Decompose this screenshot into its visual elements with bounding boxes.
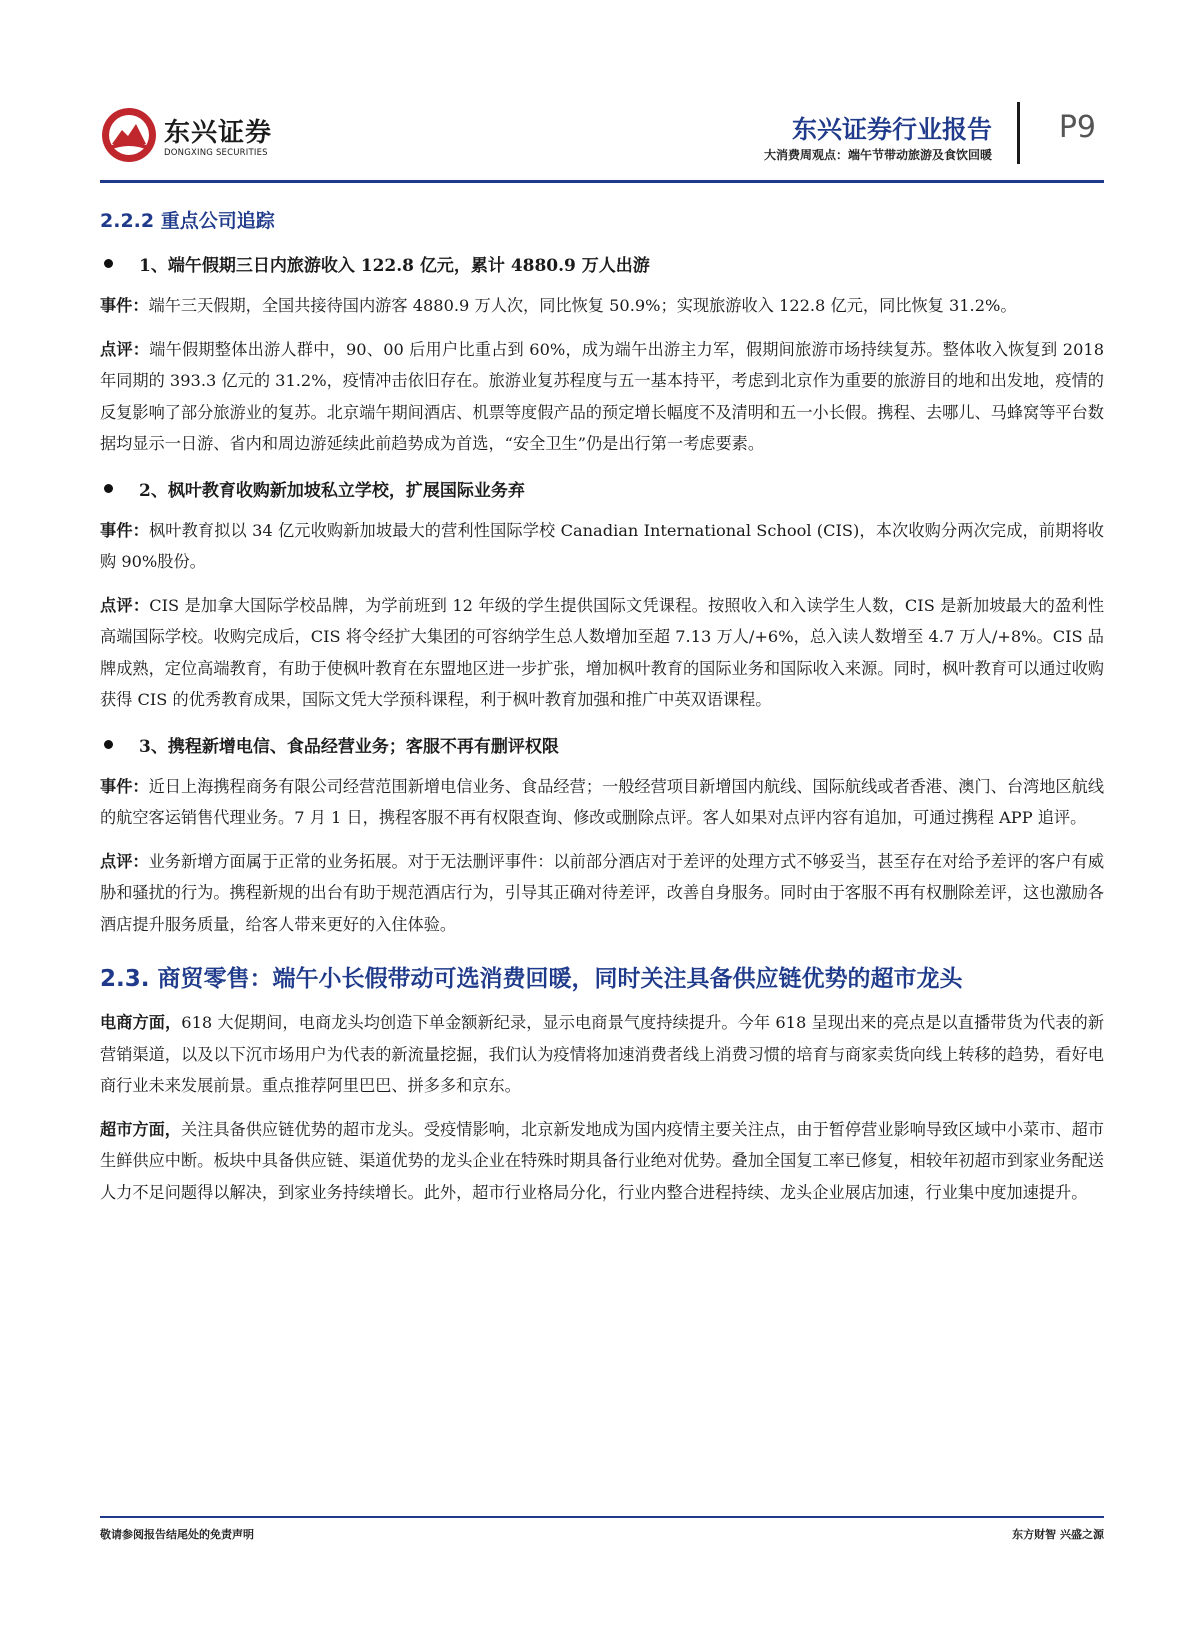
item-heading-text: 3、携程新增电信、食品经营业务；客服不再有删评权限 (139, 736, 559, 757)
ecommerce-label: 电商方面， (100, 1013, 182, 1032)
footer-disclaimer: 敬请参阅报告结尾处的免责声明 (100, 1528, 254, 1541)
main-content (100, 206, 1104, 1220)
comment-paragraph-3 (100, 846, 1104, 941)
comment-label: 点评： (100, 851, 149, 871)
comment-label: 点评： (100, 339, 150, 359)
report-title: 东兴证券行业报告 (791, 115, 992, 144)
comment-text: 端午假期整体出游人群中，90、00 后用户比重占到 60%，成为端午出游主力军，假期间旅游市场持续复苏。整体收入恢复到 2018 年同期的 393.3 亿元的 31.2%，疫情冲击依旧存在。旅游业复苏程度与五一基本持平，考虑到北京作为重要的旅游目的地和出发地，疫情的反复影响了部分旅游业的复苏。北京端午期间酒店、机票等度假产品的预定增长幅度不及清明和五一小长假。携程、去哪儿、马蜂窝等平台数据均显示一日游、省内和周边游延续此前趋势成为首选，“安全卫生”仍是出行第一考虑要素。 (100, 339, 1104, 453)
page-number: P9 (1058, 110, 1096, 145)
item-heading-text: 2、枫叶教育收购新加坡私立学校，扩展国际业务弃 (139, 480, 525, 501)
event-label: 事件： (100, 296, 149, 315)
comment-paragraph-2 (100, 590, 1104, 716)
ecommerce-text: 618 大促期间，电商龙头均创造下单金额新纪录，显示电商景气度持续提升。今年 618 呈现出来的亮点是以直播带货为代表的新营销渠道，以及以下沉市场用户为代表的新流量挖掘，我们认为疫情将加速消费者线上消费习惯的培育与商家卖货向线上转移的趋势，看好电商行业未来发展前景。重点推荐阿里巴巴、拼多多和京东。 (100, 1013, 1105, 1095)
item-heading-3 (100, 732, 1104, 757)
supermarket-label: 超市方面， (100, 1119, 181, 1139)
page-header (100, 96, 1104, 180)
supermarket-text: 关注具备供应链优势的超市龙头。受疫情影响，北京新发地成为国内疫情主要关注点，由于暂停营业影响导致区域中小菜市、超市生鲜供应中断。板块中具备供应链、渠道优势的龙头企业在特殊时期具备行业绝对优势。叠加全国复工率已修复，相较年初超市到家业务配送人力不足问题得以解决，到家业务持续增长。此外，超市行业格局分化，行业内整合进程持续、龙头企业展店加速，行业集中度加速提升。 (100, 1119, 1104, 1202)
dongxing-logo-icon (100, 106, 158, 164)
event-label: 事件： (100, 776, 149, 796)
section-title-222: 2.2.2 重点公司追踪 (100, 210, 275, 232)
footer-slogan: 东方财智 兴盛之源 (1012, 1528, 1104, 1541)
header-rule (100, 180, 1104, 183)
section-title-23: 2.3. 商贸零售：端午小长假带动可选消费回暖，同时关注具备供应链优势的超市龙头 (100, 966, 963, 992)
bullet-icon (104, 484, 113, 493)
event-label: 事件： (100, 520, 149, 540)
item-heading-2 (100, 476, 1104, 501)
supermarket-paragraph (100, 1114, 1104, 1209)
bullet-icon (104, 740, 113, 749)
comment-text: CIS 是加拿大国际学校品牌，为学前班到 12 年级的学生提供国际文凭课程。按照收入和入读学生人数，CIS 是新加坡最大的盈利性高端国际学校。收购完成后，CIS 将令经扩大集团的可容纳学生总人数增加至超 7.13 万人/+6%，总入读人数增至 4.7 万人/+8%。CIS 品牌成熟，定位高端教育，有助于使枫叶教育在东盟地区进一步扩张，增加枫叶教育的国际业务和国际收入来源。同时，枫叶教育可以通过收购获得 CIS 的优秀教育成果，国际文凭大学预科课程，利于枫叶教育加强和推广中英双语课程。 (100, 595, 1105, 709)
event-paragraph-1 (100, 290, 1104, 322)
comment-text: 业务新增方面属于正常的业务拓展。对于无法删评事件：以前部分酒店对于差评的处理方式不够妥当，甚至存在对给予差评的客户有威胁和骚扰的行为。携程新规的出台有助于规范酒店行为，引导其正确对待差评，改善自身服务。同时由于客服不再有权删除差评，这也激励各酒店提升服务质量，给客人带来更好的入住体验。 (100, 851, 1105, 934)
comment-paragraph-1 (100, 334, 1104, 460)
footer-rule (100, 1516, 1104, 1518)
ecommerce-paragraph (100, 1007, 1104, 1102)
logo-text-cn: 东兴证券 (164, 118, 273, 148)
header-divider (1017, 102, 1020, 164)
comment-label: 点评： (100, 595, 150, 615)
event-text: 近日上海携程商务有限公司经营范围新增电信业务、食品经营；一般经营项目新增国内航线、国际航线或者香港、澳门、台湾地区航线的航空客运销售代理业务。7 月 1 日，携程客服不再有权限查询、修改或删除点评。客人如果对点评内容有追加，可通过携程 APP 追评。 (100, 776, 1105, 827)
logo-text-en: DONGXING SECURITIES (164, 148, 268, 158)
item-heading-text: 1、端午假期三日内旅游收入 122.8 亿元，累计 4880.9 万人出游 (139, 256, 650, 276)
report-subtitle: 大消费周观点：端午节带动旅游及食饮回暖 (763, 148, 992, 162)
event-text: 端午三天假期，全国共接待国内游客 4880.9 万人次，同比恢复 50.9%；实现旅游收入 122.8 亿元，同比恢复 31.2%。 (148, 296, 1017, 315)
event-text: 枫叶教育拟以 34 亿元收购新加坡最大的营利性国际学校 Canadian International School (CIS)，本次收购分两次完成，前期将收购 90%股份。 (100, 520, 1104, 571)
company-logo (100, 106, 300, 166)
bullet-icon (104, 259, 113, 268)
item-heading-1 (100, 251, 1104, 276)
event-paragraph-2 (100, 515, 1104, 578)
event-paragraph-3 (100, 771, 1104, 834)
